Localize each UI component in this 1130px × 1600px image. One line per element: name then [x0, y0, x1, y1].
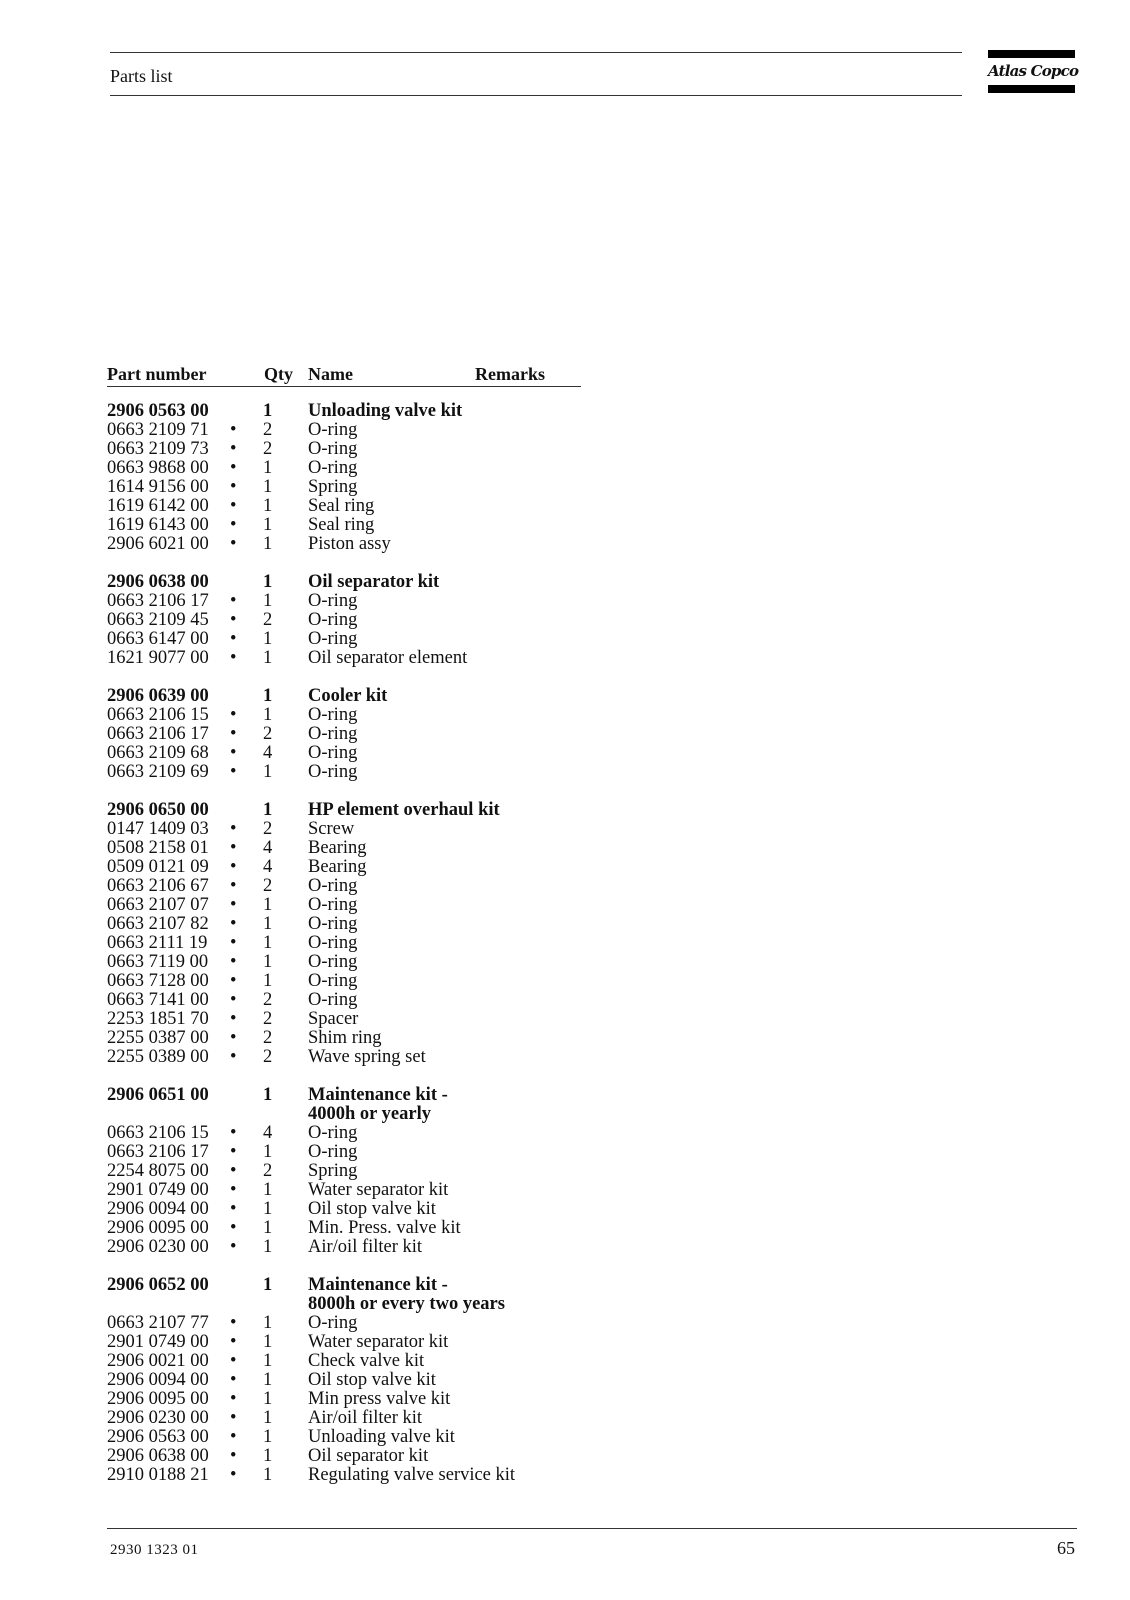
item-qty: 1 [263, 952, 273, 972]
bullet-icon: • [230, 1218, 237, 1238]
kit-name: Maintenance kit - [308, 1085, 448, 1105]
item-name: O-ring [308, 439, 358, 459]
item-part-number: 2906 0095 00 [107, 1389, 209, 1409]
kit-name: 4000h or yearly [308, 1104, 431, 1124]
item-qty: 1 [263, 914, 273, 934]
item-part-number: 0663 2109 69 [107, 762, 209, 782]
item-qty: 2 [263, 1047, 273, 1067]
footer-page-number: 65 [1057, 1538, 1075, 1558]
kit-qty: 1 [263, 1085, 273, 1105]
bullet-icon: • [230, 610, 237, 630]
item-qty: 1 [263, 648, 273, 668]
item-name: Spacer [308, 1009, 359, 1029]
kit-name: Unloading valve kit [308, 401, 463, 421]
item-name: O-ring [308, 1313, 358, 1333]
bullet-icon: • [230, 458, 237, 478]
item-qty: 1 [263, 895, 273, 915]
item-part-number: 0663 2106 15 [107, 705, 209, 725]
item-name: Water separator kit [308, 1180, 449, 1200]
bullet-icon: • [230, 705, 237, 725]
item-part-number: 2255 0389 00 [107, 1047, 209, 1067]
bullet-icon: • [230, 1161, 237, 1181]
item-part-number: 2906 0638 00 [107, 1446, 209, 1466]
table-row [107, 877, 581, 896]
item-qty: 4 [263, 838, 273, 858]
item-part-number: 2906 0094 00 [107, 1370, 209, 1390]
part-group [107, 1276, 581, 1485]
table-row [107, 1390, 581, 1409]
item-part-number: 2906 6021 00 [107, 534, 209, 554]
item-qty: 1 [263, 1199, 273, 1219]
item-qty: 2 [263, 439, 273, 459]
item-name: O-ring [308, 705, 358, 725]
bullet-icon: • [230, 1237, 237, 1257]
bullet-icon: • [230, 1332, 237, 1352]
item-qty: 1 [263, 591, 273, 611]
item-qty: 1 [263, 496, 273, 516]
table-row [107, 858, 581, 877]
bullet-icon: • [230, 439, 237, 459]
bullet-icon: • [230, 534, 237, 554]
kit-row [107, 1276, 581, 1295]
table-body [107, 402, 581, 1485]
item-name: Check valve kit [308, 1351, 425, 1371]
item-part-number: 1614 9156 00 [107, 477, 209, 497]
table-row [107, 953, 581, 972]
item-qty: 1 [263, 1180, 273, 1200]
table-row [107, 1238, 581, 1257]
item-name: Screw [308, 819, 355, 839]
table-row [107, 1371, 581, 1390]
item-part-number: 0663 2106 17 [107, 591, 209, 611]
table-row [107, 1409, 581, 1428]
item-part-number: 0663 2107 07 [107, 895, 209, 915]
table-row [107, 1010, 581, 1029]
item-part-number: 2901 0749 00 [107, 1332, 209, 1352]
bullet-icon: • [230, 1123, 237, 1143]
item-part-number: 0663 7141 00 [107, 990, 209, 1010]
item-name: O-ring [308, 762, 358, 782]
table-row [107, 497, 581, 516]
table-row [107, 1181, 581, 1200]
item-qty: 2 [263, 610, 273, 630]
bullet-icon: • [230, 591, 237, 611]
item-name: Oil stop valve kit [308, 1199, 436, 1219]
item-qty: 1 [263, 1370, 273, 1390]
item-name: Spring [308, 477, 358, 497]
table-row [107, 915, 581, 934]
kit-name: Oil separator kit [308, 572, 440, 592]
table-row [107, 934, 581, 953]
item-qty: 1 [263, 762, 273, 782]
item-qty: 2 [263, 1161, 273, 1181]
item-part-number: 2254 8075 00 [107, 1161, 209, 1181]
table-row [107, 1048, 581, 1067]
item-name: O-ring [308, 610, 358, 630]
item-part-number: 0663 2106 15 [107, 1123, 209, 1143]
item-qty: 1 [263, 1408, 273, 1428]
kit-name: Cooler kit [308, 686, 388, 706]
table-row [107, 1162, 581, 1181]
item-part-number: 2253 1851 70 [107, 1009, 209, 1029]
table-row [107, 706, 581, 725]
bullet-icon: • [230, 1047, 237, 1067]
table-row [107, 1447, 581, 1466]
table-row [107, 839, 581, 858]
item-name: Oil separator element [308, 648, 468, 668]
bullet-icon: • [230, 629, 237, 649]
bullet-icon: • [230, 420, 237, 440]
item-part-number: 0663 2109 71 [107, 420, 209, 440]
kit-name: HP element overhaul kit [308, 800, 500, 820]
item-name: Water separator kit [308, 1332, 449, 1352]
bullet-icon: • [230, 1446, 237, 1466]
logo-text: Atlas Copco [988, 62, 1079, 80]
bullet-icon: • [230, 762, 237, 782]
item-qty: 1 [263, 1237, 273, 1257]
item-name: Bearing [308, 857, 367, 877]
bullet-icon: • [230, 895, 237, 915]
kit-part-number: 2906 0652 00 [107, 1275, 209, 1295]
table-header-rule [107, 386, 581, 387]
bullet-icon: • [230, 819, 237, 839]
item-name: O-ring [308, 1123, 358, 1143]
bullet-icon: • [230, 1351, 237, 1371]
table-row [107, 1200, 581, 1219]
item-name: O-ring [308, 933, 358, 953]
item-qty: 1 [263, 1427, 273, 1447]
part-group [107, 801, 581, 1067]
logo-bottom-bar [988, 85, 1075, 93]
item-part-number: 0663 2109 68 [107, 743, 209, 763]
table-row [107, 1428, 581, 1447]
bullet-icon: • [230, 1313, 237, 1333]
item-name: O-ring [308, 895, 358, 915]
item-name: O-ring [308, 420, 358, 440]
parts-table [107, 364, 581, 1504]
item-part-number: 0508 2158 01 [107, 838, 209, 858]
table-row [107, 421, 581, 440]
bullet-icon: • [230, 1028, 237, 1048]
kit-row-continuation [107, 1295, 581, 1314]
bullet-icon: • [230, 496, 237, 516]
item-part-number: 2906 0563 00 [107, 1427, 209, 1447]
kit-name: 8000h or every two years [308, 1294, 505, 1314]
kit-part-number: 2906 0639 00 [107, 686, 209, 706]
col-name: Name [308, 364, 353, 384]
kit-part-number: 2906 0651 00 [107, 1085, 209, 1105]
item-part-number: 0663 2109 45 [107, 610, 209, 630]
item-name: Seal ring [308, 496, 375, 516]
item-part-number: 2906 0230 00 [107, 1408, 209, 1428]
item-part-number: 2255 0387 00 [107, 1028, 209, 1048]
item-qty: 2 [263, 1009, 273, 1029]
table-row [107, 744, 581, 763]
bullet-icon: • [230, 743, 237, 763]
footer-doc-number: 2930 1323 01 [110, 1542, 199, 1558]
bullet-icon: • [230, 1408, 237, 1428]
item-qty: 1 [263, 705, 273, 725]
table-row [107, 1143, 581, 1162]
bullet-icon: • [230, 857, 237, 877]
item-qty: 1 [263, 477, 273, 497]
item-part-number: 0663 6147 00 [107, 629, 209, 649]
table-row [107, 649, 581, 668]
col-qty: Qty [264, 364, 293, 384]
item-qty: 4 [263, 743, 273, 763]
part-group [107, 573, 581, 668]
table-row [107, 991, 581, 1010]
kit-name: Maintenance kit - [308, 1275, 448, 1295]
bullet-icon: • [230, 648, 237, 668]
header-bottom-rule [110, 95, 962, 96]
item-name: Oil separator kit [308, 1446, 429, 1466]
item-qty: 1 [263, 629, 273, 649]
item-name: O-ring [308, 458, 358, 478]
bullet-icon: • [230, 1389, 237, 1409]
kit-qty: 1 [263, 572, 273, 592]
col-remarks: Remarks [475, 364, 545, 384]
item-qty: 1 [263, 1389, 273, 1409]
item-name: O-ring [308, 743, 358, 763]
bullet-icon: • [230, 914, 237, 934]
item-name: O-ring [308, 952, 358, 972]
kit-part-number: 2906 0563 00 [107, 401, 209, 421]
table-row [107, 972, 581, 991]
part-group [107, 402, 581, 554]
table-row [107, 459, 581, 478]
table-header [107, 364, 581, 384]
item-name: O-ring [308, 724, 358, 744]
kit-row [107, 573, 581, 592]
item-name: Bearing [308, 838, 367, 858]
item-qty: 1 [263, 1446, 273, 1466]
kit-qty: 1 [263, 800, 273, 820]
item-name: O-ring [308, 914, 358, 934]
bullet-icon: • [230, 876, 237, 896]
bullet-icon: • [230, 1009, 237, 1029]
part-group [107, 687, 581, 782]
kit-row [107, 1086, 581, 1105]
item-name: Seal ring [308, 515, 375, 535]
item-part-number: 1619 6142 00 [107, 496, 209, 516]
table-row [107, 478, 581, 497]
item-qty: 2 [263, 990, 273, 1010]
item-part-number: 0663 2106 67 [107, 876, 209, 896]
item-part-number: 0509 0121 09 [107, 857, 209, 877]
item-name: Min. Press. valve kit [308, 1218, 461, 1238]
bullet-icon: • [230, 933, 237, 953]
header-top-rule [110, 52, 962, 53]
logo-top-bar [988, 50, 1075, 58]
item-qty: 1 [263, 933, 273, 953]
item-part-number: 0663 7128 00 [107, 971, 209, 991]
item-name: Oil stop valve kit [308, 1370, 436, 1390]
item-part-number: 0663 9868 00 [107, 458, 209, 478]
item-name: Piston assy [308, 534, 391, 554]
table-row [107, 516, 581, 535]
bullet-icon: • [230, 952, 237, 972]
item-qty: 4 [263, 857, 273, 877]
bullet-icon: • [230, 1465, 237, 1485]
item-qty: 1 [263, 1465, 273, 1485]
table-row [107, 725, 581, 744]
item-qty: 1 [263, 458, 273, 478]
item-part-number: 0663 2109 73 [107, 439, 209, 459]
item-name: O-ring [308, 971, 358, 991]
item-qty: 2 [263, 1028, 273, 1048]
table-row [107, 763, 581, 782]
item-qty: 2 [263, 876, 273, 896]
kit-qty: 1 [263, 1275, 273, 1295]
item-part-number: 0663 2107 82 [107, 914, 209, 934]
table-row [107, 592, 581, 611]
item-qty: 1 [263, 1351, 273, 1371]
bullet-icon: • [230, 838, 237, 858]
table-row [107, 1029, 581, 1048]
kit-part-number: 2906 0638 00 [107, 572, 209, 592]
bullet-icon: • [230, 1180, 237, 1200]
kit-qty: 1 [263, 401, 273, 421]
col-part-number: Part number [107, 364, 207, 384]
table-row [107, 1333, 581, 1352]
table-row [107, 440, 581, 459]
table-row [107, 611, 581, 630]
item-qty: 1 [263, 1218, 273, 1238]
table-row [107, 896, 581, 915]
item-name: Spring [308, 1161, 358, 1181]
bullet-icon: • [230, 724, 237, 744]
item-part-number: 0663 7119 00 [107, 952, 209, 972]
item-name: O-ring [308, 990, 358, 1010]
bullet-icon: • [230, 1427, 237, 1447]
item-part-number: 2906 0230 00 [107, 1237, 209, 1257]
item-part-number: 1621 9077 00 [107, 648, 209, 668]
item-part-number: 0663 2107 77 [107, 1313, 209, 1333]
item-part-number: 0663 2106 17 [107, 1142, 209, 1162]
kit-qty: 1 [263, 686, 273, 706]
item-qty: 1 [263, 971, 273, 991]
item-qty: 2 [263, 819, 273, 839]
part-group [107, 1086, 581, 1257]
bullet-icon: • [230, 990, 237, 1010]
item-part-number: 0147 1409 03 [107, 819, 209, 839]
bullet-icon: • [230, 1199, 237, 1219]
kit-row-continuation [107, 1105, 581, 1124]
table-row [107, 1219, 581, 1238]
item-qty: 2 [263, 420, 273, 440]
bullet-icon: • [230, 1142, 237, 1162]
item-part-number: 2906 0021 00 [107, 1351, 209, 1371]
bullet-icon: • [230, 971, 237, 991]
item-part-number: 0663 2111 19 [107, 933, 208, 953]
item-name: O-ring [308, 876, 358, 896]
kit-row [107, 402, 581, 421]
page-header-title: Parts list [110, 66, 173, 86]
item-name: O-ring [308, 591, 358, 611]
item-name: O-ring [308, 1142, 358, 1162]
bullet-icon: • [230, 515, 237, 535]
bullet-icon: • [230, 477, 237, 497]
item-name: Min press valve kit [308, 1389, 451, 1409]
item-part-number: 2906 0094 00 [107, 1199, 209, 1219]
item-name: Wave spring set [308, 1047, 426, 1067]
kit-row [107, 801, 581, 820]
bullet-icon: • [230, 1370, 237, 1390]
table-row [107, 1466, 581, 1485]
item-name: Air/oil filter kit [308, 1408, 423, 1428]
item-qty: 1 [263, 1313, 273, 1333]
item-part-number: 2910 0188 21 [107, 1465, 209, 1485]
item-name: Unloading valve kit [308, 1427, 455, 1447]
item-qty: 1 [263, 1142, 273, 1162]
kit-part-number: 2906 0650 00 [107, 800, 209, 820]
item-part-number: 1619 6143 00 [107, 515, 209, 535]
table-row [107, 535, 581, 554]
table-row [107, 820, 581, 839]
table-row [107, 630, 581, 649]
table-row [107, 1314, 581, 1333]
item-qty: 4 [263, 1123, 273, 1143]
item-qty: 2 [263, 724, 273, 744]
table-row [107, 1352, 581, 1371]
item-name: Regulating valve service kit [308, 1465, 516, 1485]
item-part-number: 0663 2106 17 [107, 724, 209, 744]
item-qty: 1 [263, 515, 273, 535]
footer-rule [107, 1528, 1077, 1529]
item-qty: 1 [263, 1332, 273, 1352]
item-name: O-ring [308, 629, 358, 649]
item-qty: 1 [263, 534, 273, 554]
kit-row [107, 687, 581, 706]
item-part-number: 2901 0749 00 [107, 1180, 209, 1200]
item-name: Air/oil filter kit [308, 1237, 423, 1257]
item-part-number: 2906 0095 00 [107, 1218, 209, 1238]
item-name: Shim ring [308, 1028, 382, 1048]
atlas-copco-logo [988, 50, 1079, 94]
table-row [107, 1124, 581, 1143]
